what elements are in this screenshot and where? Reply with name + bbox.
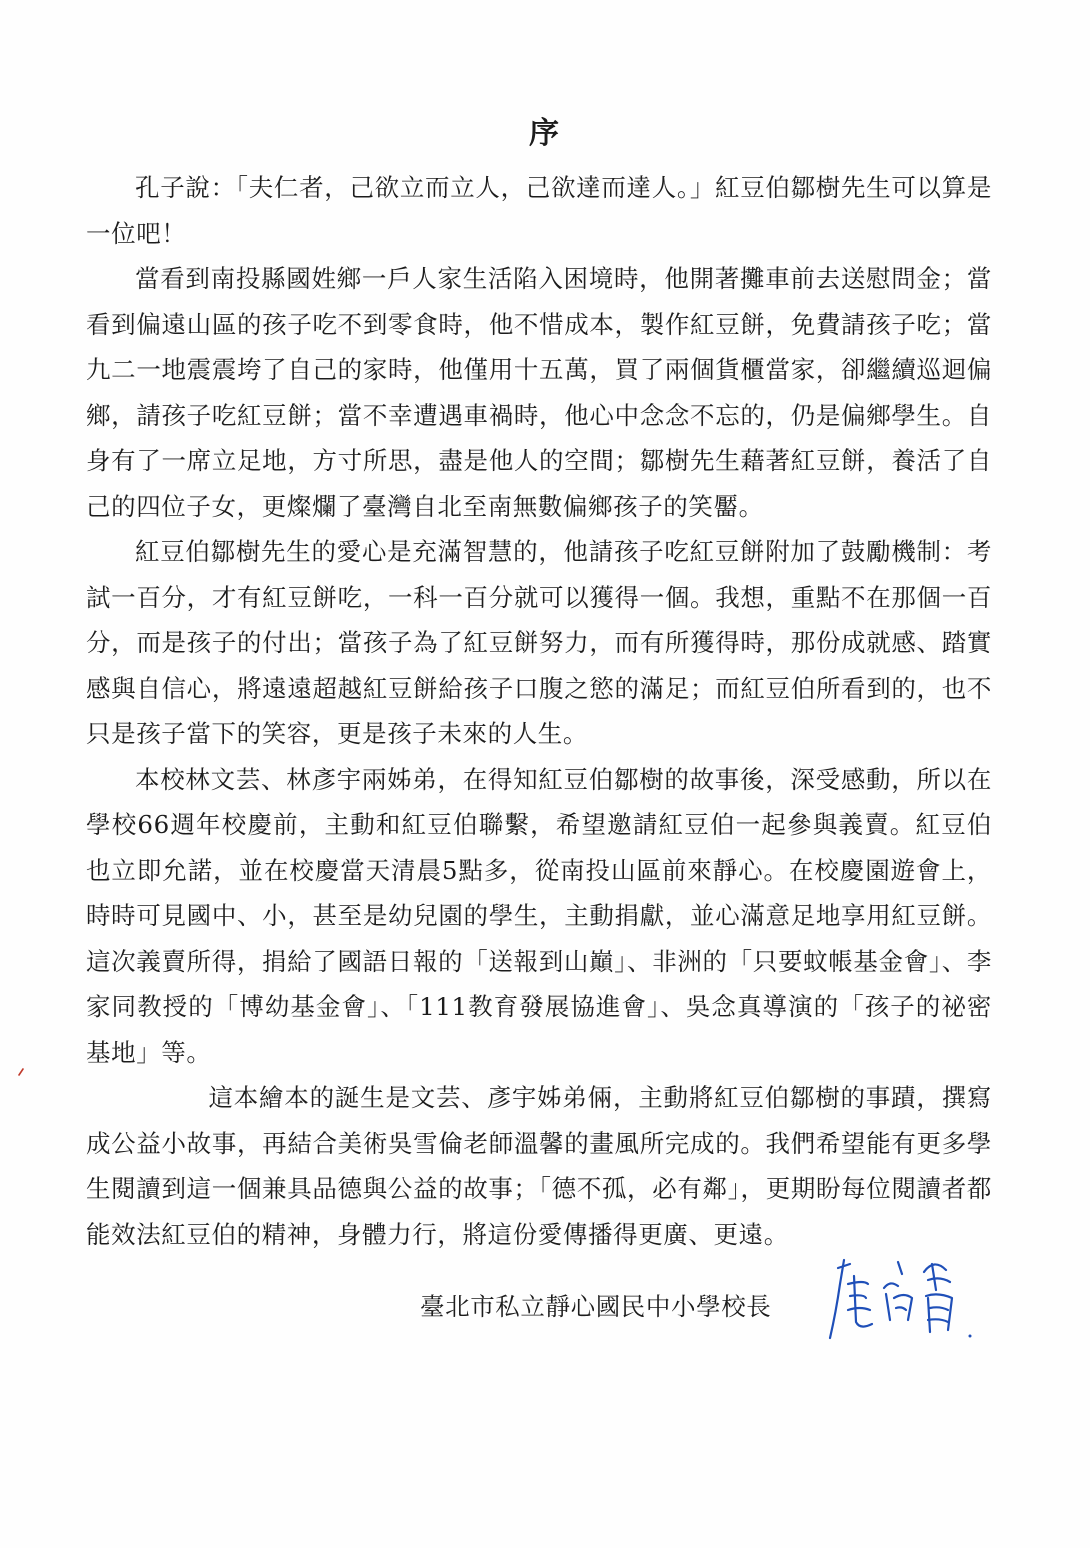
document-body	[86, 165, 992, 1257]
paragraph-2: 當看到南投縣國姓鄉一戶人家生活陷入困境時，他開著攤車前去送慰問金；當看到偏遠山區的孩子吃不到零食時，他不惜成本，製作紅豆餅，免費請孩子吃；當九二一地震震垮了自己的家時，他僅用十五萬，買了兩個貨櫃當家，卻繼續巡迴偏鄉，請孩子吃紅豆餅；當不幸遭遇車禍時，他心中念念不忘的，仍是偏鄉學生。自身有了一席立足地，方寸所思，盡是他人的空間；鄒樹先生藉著紅豆餅，養活了自己的四位子女，更燦爛了臺灣自北至南無數偏鄉孩子的笑靨。	[86, 264, 992, 521]
signature-block	[420, 1290, 1020, 1370]
paragraph-4: 本校林文芸、林彥宇兩姊弟，在得知紅豆伯鄒樹的故事後，深受感動，所以在學校66週年校慶前，主動和紅豆伯聯繫，希望邀請紅豆伯一起參與義賣。紅豆伯也立即允諾，並在校慶當天清晨5點多，從南投山區前來靜心。在校慶園遊會上，時時可見國中、小，甚至是幼兒園的學生，主動捐獻，並心滿意足地享用紅豆餅。這次義賣所得，捐給了國語日報的「送報到山巔」、非洲的「只要蚊帳基金會」、李家同教授的「博幼基金會」、「111教育發展協進會」、吳念真導演的「孩子的祕密基地」等。	[86, 764, 992, 1067]
red-pen-mark	[18, 1068, 24, 1076]
paragraph-5: 這本繪本的誕生是文芸、彥宇姊弟倆，主動將紅豆伯鄒樹的事蹟，撰寫成公益小故事，再結合美術吳雪倫老師溫馨的畫風所完成的。我們希望能有更多學生閱讀到這一個兼具品德與公益的故事；「德不孤，必有鄰」，更期盼每位閱讀者都能效法紅豆伯的精神，身體力行，將這份愛傳播得更廣、更遠。	[86, 1083, 992, 1249]
signature-title: 臺北市私立靜心國民中小學校長	[420, 1292, 772, 1321]
paragraph-3: 紅豆伯鄒樹先生的愛心是充滿智慧的，他請孩子吃紅豆餅附加了鼓勵機制：考試一百分，才有紅豆餅吃，一科一百分就可以獲得一個。我想，重點不在那個一百分，而是孩子的付出；當孩子為了紅豆餅努力，而有所獲得時，那份成就感、踏實感與自信心，將遠遠超越紅豆餅給孩子口腹之慾的滿足；而紅豆伯所看到的，也不只是孩子當下的笑容，更是孩子未來的人生。	[86, 537, 992, 748]
page-title: 序	[529, 116, 561, 151]
paragraph-1: 孔子說：「夫仁者，己欲立而立人，己欲達而達人。」紅豆伯鄒樹先生可以算是一位吧！	[86, 173, 992, 248]
handwritten-signature	[820, 1250, 980, 1350]
